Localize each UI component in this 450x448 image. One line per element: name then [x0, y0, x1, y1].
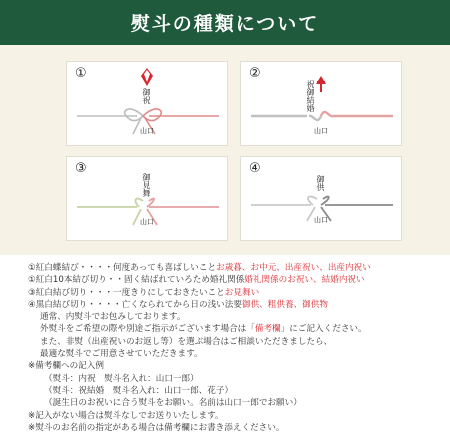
noshi-name: 山口 [140, 218, 154, 226]
card-number: ③ [75, 161, 87, 176]
note-line-11: （熨斗：祝結婚 熨斗名入れ：山口一郎、花子） [44, 385, 234, 396]
noshi-ornament-icon [316, 76, 326, 84]
note-line-13: ※記入がない場合は熨斗なしでお送りいたします。 [28, 410, 224, 421]
noshi-top-text: 御見舞 [142, 173, 151, 197]
noshi-top-text: 御供 [316, 175, 325, 191]
page-title: 熨斗の種類について [130, 13, 320, 35]
noshi-name: 山口 [314, 216, 328, 224]
noshi-top-text: 祝御結婚 [306, 80, 315, 112]
card-number: ④ [249, 161, 261, 176]
note-line-6: 外熨斗をご希望の際や別途ご指示がございます場合は「備考欄」にご記入ください。 [40, 324, 367, 335]
note-line-12: （誕生日のお祝いに合う熨斗をお願い。名前は山口一郎でお願い） [44, 398, 302, 409]
noshi-cord-illustration [67, 157, 229, 242]
note-line-7: また、非熨（出産祝いのお返し等）を選ぶ場合はご相談いただきましたら、 [40, 336, 333, 347]
note-line-8: 最適な熨斗でご用意させていただきます。 [40, 349, 203, 360]
noshi-card-1 [66, 61, 228, 146]
noshi-card-4 [240, 156, 402, 241]
note-line-1: ①紅白蝶結び・・・・何度あっても喜ばしいことお歳暮、お中元、出産祝い、出産内祝い [28, 263, 371, 273]
card-number: ② [249, 66, 261, 81]
noshi-top-text: 御祝 [142, 88, 151, 104]
note-line-5: 通常、内熨斗でお包みしております。 [40, 312, 186, 323]
noshi-card-3 [66, 156, 228, 241]
note-line-2: ①紅白10本結び切り・・固く結ばれていろため婚礼関係婚礼関係のお祝い、結婚内祝い [28, 275, 365, 286]
card-number: ① [75, 66, 87, 81]
note-line-10: （熨斗：内祝 熨斗名入れ：山口一郎） [44, 373, 199, 384]
noshi-examples-panel [0, 45, 450, 255]
noshi-notes [28, 262, 443, 434]
noshi-name: 山口 [140, 127, 154, 135]
noshi-cord-illustration [241, 157, 403, 242]
note-line-14: ※熨斗のお名前の指定がある場合は備考欄にお書き添えください。 [28, 422, 285, 433]
noshi-name: 山口 [314, 127, 328, 135]
noshi-card-2 [240, 61, 402, 146]
page-header [0, 0, 450, 45]
note-line-3: ③紅白結び切り・・・一度きりにしておきたいことお見舞い [28, 287, 260, 298]
note-line-4: ④黒白結び切り・・・・亡くなられてから日の浅い法要御供、粗供養、御供物 [28, 299, 328, 310]
note-line-9: ※備考欄への記入例 [28, 361, 104, 372]
